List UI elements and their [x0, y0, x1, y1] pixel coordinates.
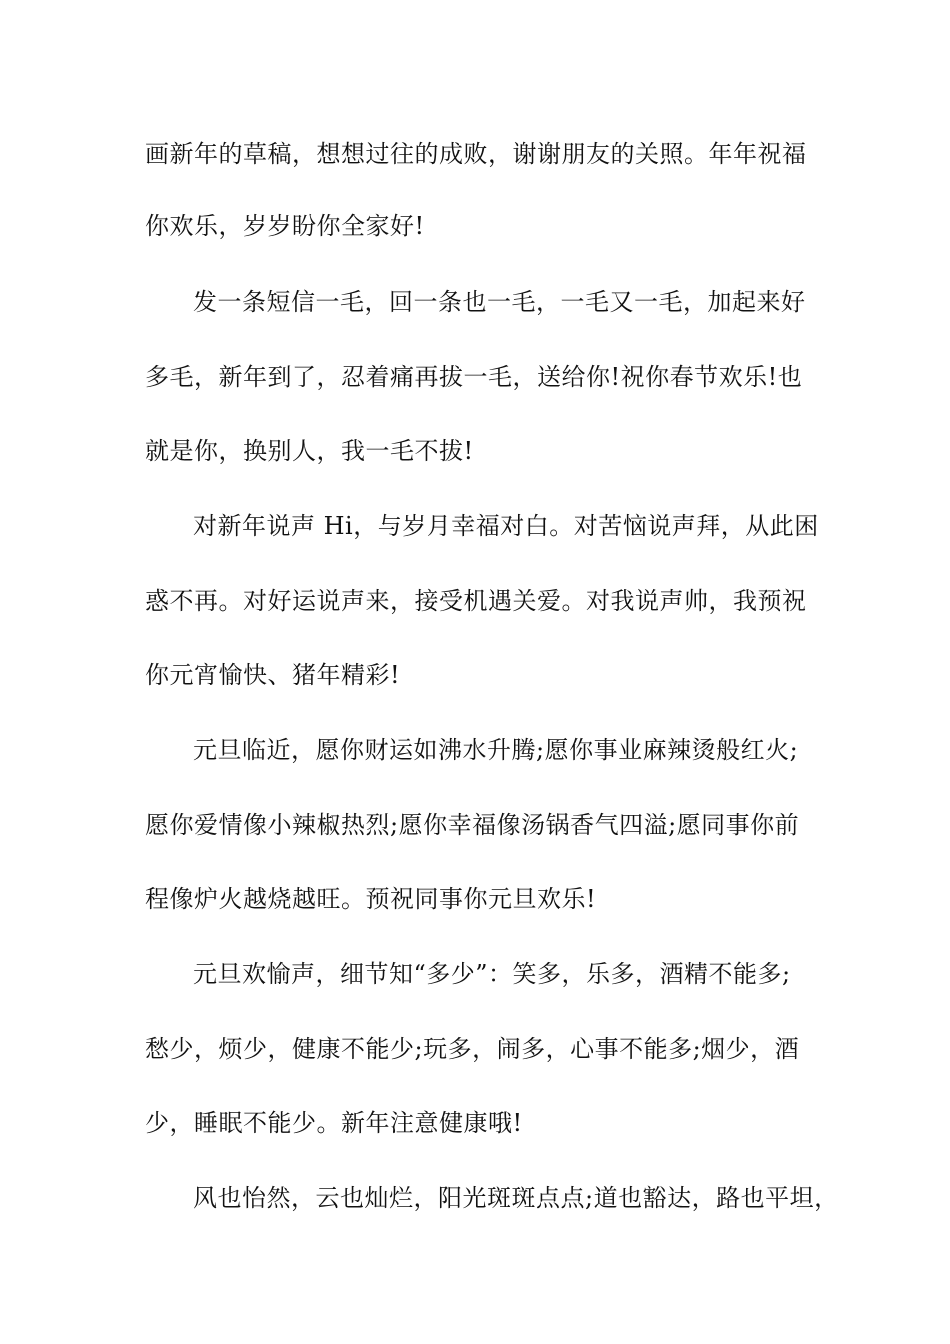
paragraph-5-line-2: 愁少，烦少，健康不能少;玩多，闹多，心事不能多;烟少，酒: [145, 1035, 800, 1063]
paragraph-5-line-1: 元旦欢愉声，细节知“多少”：笑多，乐多，酒精不能多;: [193, 960, 791, 988]
paragraph-1-line-2: 你欢乐，岁岁盼你全家好!: [145, 212, 425, 240]
paragraph-2-line-2: 多毛，新年到了，忍着痛再拔一毛，送给你!祝你春节欢乐!也: [145, 363, 803, 391]
paragraph-5-line-3: 少，睡眠不能少。新年注意健康哦!: [145, 1109, 523, 1137]
paragraph-3-line-2: 惑不再。对好运说声来，接受机遇关爱。对我说声帅，我预祝: [145, 587, 807, 615]
paragraph-4-line-2: 愿你爱情像小辣椒热烈;愿你幸福像汤锅香气四溢;愿同事你前: [145, 811, 800, 839]
paragraph-3-line-3: 你元宵愉快、猪年精彩!: [145, 661, 401, 689]
paragraph-2-line-3: 就是你，换别人，我一毛不拔!: [145, 437, 474, 465]
paragraph-2-line-1: 发一条短信一毛，回一条也一毛，一毛又一毛，加起来好: [193, 288, 806, 316]
paragraph-3-line-1: 对新年说声 Hi，与岁月幸福对白。对苦恼说声拜，从此困: [193, 512, 819, 540]
paragraph-4-line-1: 元旦临近，愿你财运如沸水升腾;愿你事业麻辣烫般红火;: [193, 736, 799, 764]
paragraph-1-line-1: 画新年的草稿，想想过往的成败，谢谢朋友的关照。年年祝福: [145, 140, 807, 168]
paragraph-6-line-1: 风也怡然，云也灿烂，阳光斑斑点点;道也豁达，路也平坦，: [193, 1184, 839, 1212]
paragraph-4-line-3: 程像炉火越烧越旺。预祝同事你元旦欢乐!: [145, 885, 597, 913]
